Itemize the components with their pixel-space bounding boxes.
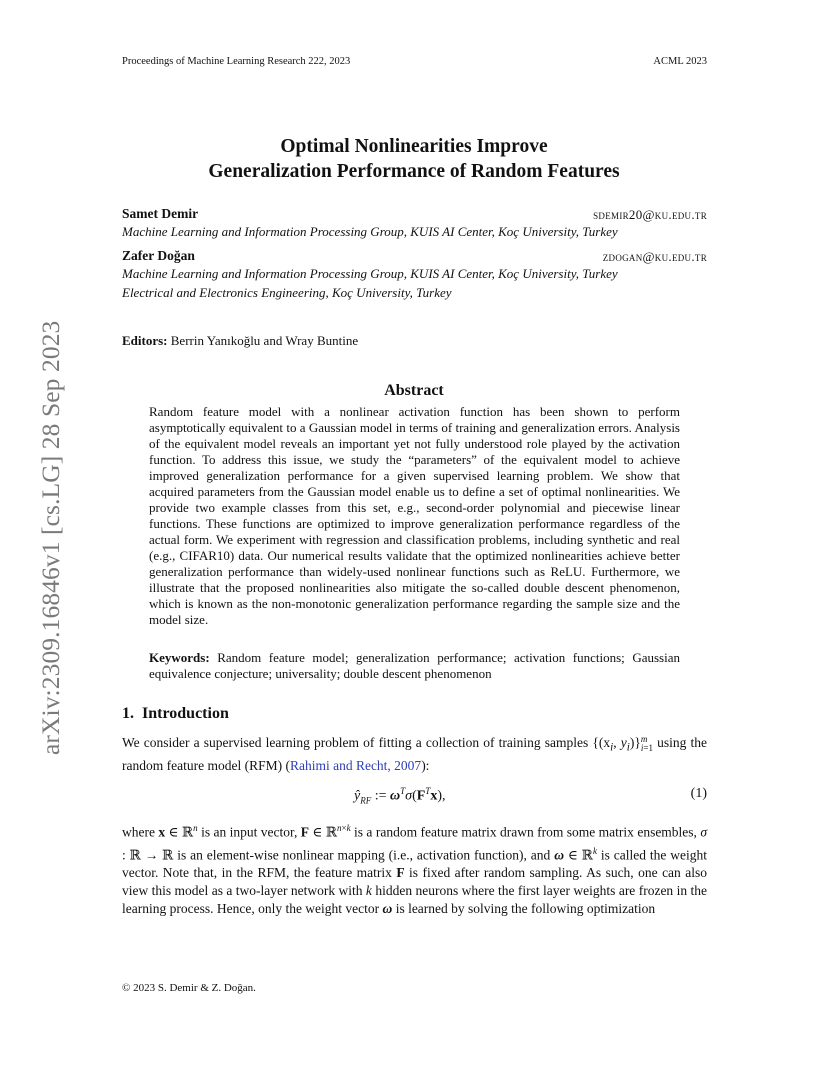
editors-line bbox=[122, 333, 358, 349]
editors-names: Berrin Yanıkoğlu and Wray Buntine bbox=[170, 333, 359, 348]
intro-paragraph-2: where x ∈ ℝ$^n$ is an input vector, F ∈ ℝ$^{n\times k}$ is a random feature matrix drawn from some matrix ensembles, σ : ℝ → ℝ is an element-wise nonlinear mapping (i.e., activation function), and ω ∈ ℝ$^k$ is called the weight vector. Note that, in the RFM, the feature matrix F is fixed after random sampling. As such, one can also view this model as a two-layer network with k hidden neurons where the first layer weights are frozen in the learning process. Hence, only the weight vector ω is learned by solving the following optimization bbox=[122, 823, 708, 916]
keywords-label: Keywords: bbox=[149, 650, 210, 665]
abstract-text: Random feature model with a nonlinear activation function has been shown to perform asymptotically equivalent to a Gaussian model in terms of training and generalization errors. Analysis of the equivalent model reveals an important yet not fully understood role played by the activation function. To address this issue, we study the “parameters” of the equivalent model to achieve improved generalization performance for a given supervised learning problem. We show that acquired parameters from the Gaussian model enable us to define a set of optimal nonlinearities. We provide two example classes from this set, e.g., second-order polynomial and piecewise linear functions. These functions are optimized to improve generalization performance regardless of the actual form. We experiment with regression and classification problems, including synthetic and real (e.g., CIFAR10) data. Our numerical results validate that the optimized nonlinearities achieve better generalization performance than widely-used nonlinear functions such as ReLU. Furthermore, we illustrate that the proposed nonlinearities also mitigate the so-called double descent phenomenon, which is known as the non-monotonic generalization performance regarding the sample size and the model size. bbox=[149, 404, 680, 627]
copyright-footer: © 2023 S. Demir & Z. Doğan. bbox=[122, 982, 256, 994]
author-affiliation: Machine Learning and Information Processing Group, KUIS AI Center, Koç University, Turkey bbox=[122, 266, 618, 281]
intro-text: where bbox=[122, 824, 159, 840]
intro-text: ): bbox=[421, 757, 430, 773]
section-heading bbox=[122, 705, 237, 723]
intro-text: is fixed after random sampling. As such, one can also view this model as a two-layer network with bbox=[122, 865, 707, 898]
intro-text: is an element-wise nonlinear mapping (i.e., activation function), and bbox=[173, 847, 555, 862]
title-line-2: Generalization Performance of Random Features bbox=[208, 161, 620, 182]
intro-paragraph-1: We consider a supervised learning problem of fitting a collection of training samples {($x_i$, $y_i$)} m i=1 using the random feature model (RFM) (Rahimi and Recht, 2007): bbox=[122, 733, 707, 773]
title-line-1: Optimal Nonlinearities Improve bbox=[280, 136, 548, 157]
running-head-right: ACML 2023 bbox=[653, 56, 707, 67]
author-affiliation: Electrical and Electronics Engineering, Koç University, Turkey bbox=[122, 285, 452, 300]
paper-title bbox=[0, 134, 828, 184]
author-block-2 bbox=[122, 248, 707, 302]
section-number: 1. bbox=[122, 705, 134, 722]
author-email[interactable]: sdemir20@ku.edu.tr bbox=[593, 207, 707, 222]
intro-text: hidden neurons where the first layer weights are frozen in the learning process. Hence, only the weight vector bbox=[122, 883, 707, 916]
equation-number: (1) bbox=[690, 786, 707, 801]
intro-text: using the random feature model (RFM) ( bbox=[122, 735, 707, 773]
keywords-text: Random feature model; generalization performance; activation functions; Gaussian equivalence conjecture; universality; double descent phenomenon bbox=[149, 650, 680, 681]
intro-text: is an input vector, bbox=[197, 824, 301, 840]
intro-text: We consider a supervised learning problem of fitting a collection of training samples {(x bbox=[122, 735, 611, 750]
author-name: Zafer Doğan bbox=[122, 248, 195, 263]
author-affiliation: Machine Learning and Information Processing Group, KUIS AI Center, Koç University, Turkey bbox=[122, 224, 618, 239]
author-name: Samet Demir bbox=[122, 206, 199, 221]
citation-link[interactable]: Rahimi and Recht, 2007 bbox=[289, 757, 422, 773]
intro-text: is a random feature matrix drawn from some matrix ensembles, bbox=[350, 824, 701, 840]
equation-body: $ŷ_{RF}$ := $\omega^T\sigma(F^Tx)$, bbox=[354, 786, 446, 806]
section-title: Introduction bbox=[142, 705, 229, 722]
running-head-left: Proceedings of Machine Learning Research 222, 2023 bbox=[122, 56, 351, 67]
author-email[interactable]: zdogan@ku.edu.tr bbox=[602, 249, 707, 264]
arxiv-identifier: arXiv:2309.16846v1 [cs.LG] 28 Sep 2023 bbox=[36, 320, 65, 755]
author-block-1 bbox=[122, 206, 707, 241]
intro-text: is called the weight vector. Note that, in the RFM, the feature matrix bbox=[122, 847, 707, 880]
keywords bbox=[149, 650, 680, 682]
editors-label: Editors: bbox=[122, 333, 168, 348]
abstract-heading: Abstract bbox=[384, 382, 444, 399]
intro-text: is learned by solving the following optimization bbox=[392, 901, 656, 916]
